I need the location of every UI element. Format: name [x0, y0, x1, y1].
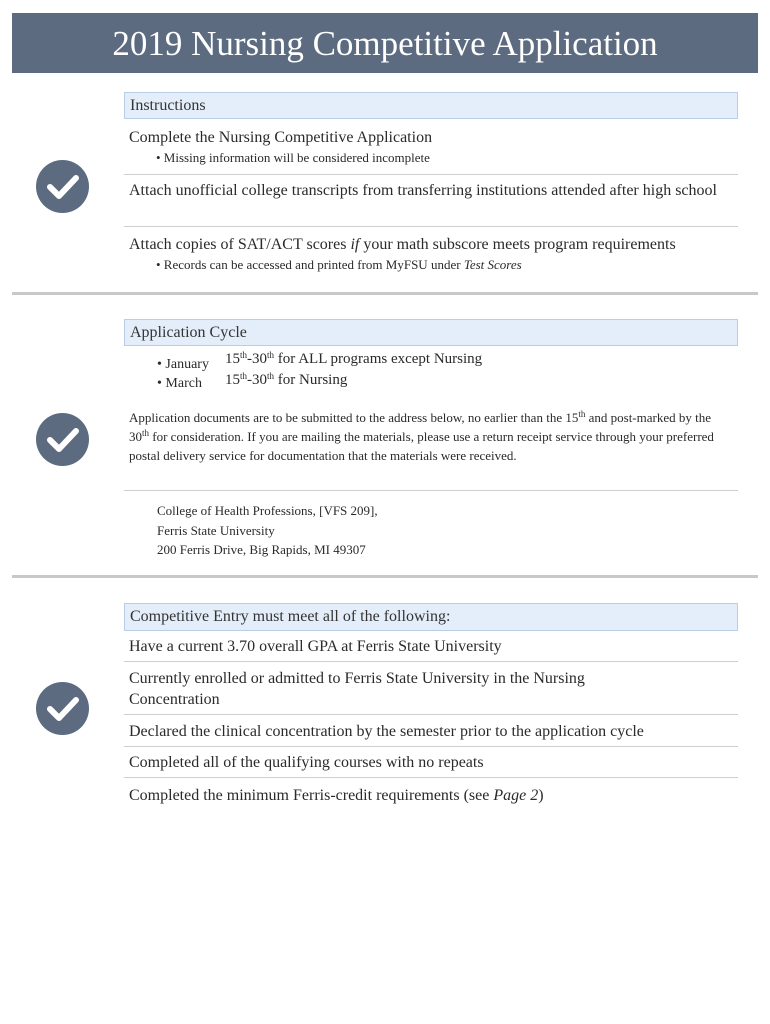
instruction-text: Attach unofficial college transcripts from transferring institutions attended after high school — [129, 182, 717, 199]
instruction-item — [124, 180, 738, 227]
section-divider — [12, 575, 758, 578]
competitive-header: Competitive Entry must meet all of the following: — [124, 603, 738, 631]
instruction-bullet: • Records can be accessed and printed from MyFSU under Test Scores — [156, 257, 522, 272]
instruction-item — [124, 234, 738, 278]
check-circle-icon — [36, 160, 89, 213]
address-line: College of Health Professions, [VFS 209], — [157, 503, 378, 518]
instruction-text: Complete the Nursing Competitive Application — [129, 129, 433, 146]
requirement-item: Currently enrolled or admitted to Ferris State University in the Nursing Concentration — [124, 668, 738, 715]
address-line: 200 Ferris Drive, Big Rapids, MI 49307 — [157, 542, 366, 557]
requirement-item: Declared the clinical concentration by the semester prior to the application cycle — [124, 721, 738, 747]
instruction-item — [124, 125, 738, 175]
cycle-month-march: • March — [157, 376, 202, 391]
requirement-item: Completed the minimum Ferris-credit requirements (see Page 2) — [129, 787, 544, 804]
requirement-item: Have a current 3.70 overall GPA at Ferris State University — [124, 636, 738, 662]
cycle-paragraph: Application documents are to be submitted to the address below, no earlier than the 15th and post-marked by the 30th for consideration. If you are mailing the materials, please use a return receipt service through your preferred postal delivery service for documentation that the materials were received. — [124, 408, 738, 491]
section-divider — [12, 292, 758, 295]
instruction-text: Attach copies of SAT/ACT scores if your math subscore meets program requirements — [129, 236, 676, 253]
cycle-range-march: 15th-30th for Nursing — [225, 371, 348, 388]
cycle-range-january: 15th-30th for ALL programs except Nursing — [225, 350, 483, 367]
cycle-header: Application Cycle — [124, 319, 738, 346]
mailing-address — [157, 501, 378, 560]
instruction-bullet: • Missing information will be considered incomplete — [156, 150, 430, 165]
check-circle-icon — [36, 413, 89, 466]
requirement-item: Completed all of the qualifying courses with no repeats — [124, 752, 738, 778]
address-line: Ferris State University — [157, 522, 275, 538]
page-title: 2019 Nursing Competitive Application — [12, 13, 758, 73]
check-circle-icon — [36, 682, 89, 735]
instructions-header: Instructions — [124, 92, 738, 119]
cycle-month-january: • January — [157, 357, 209, 372]
